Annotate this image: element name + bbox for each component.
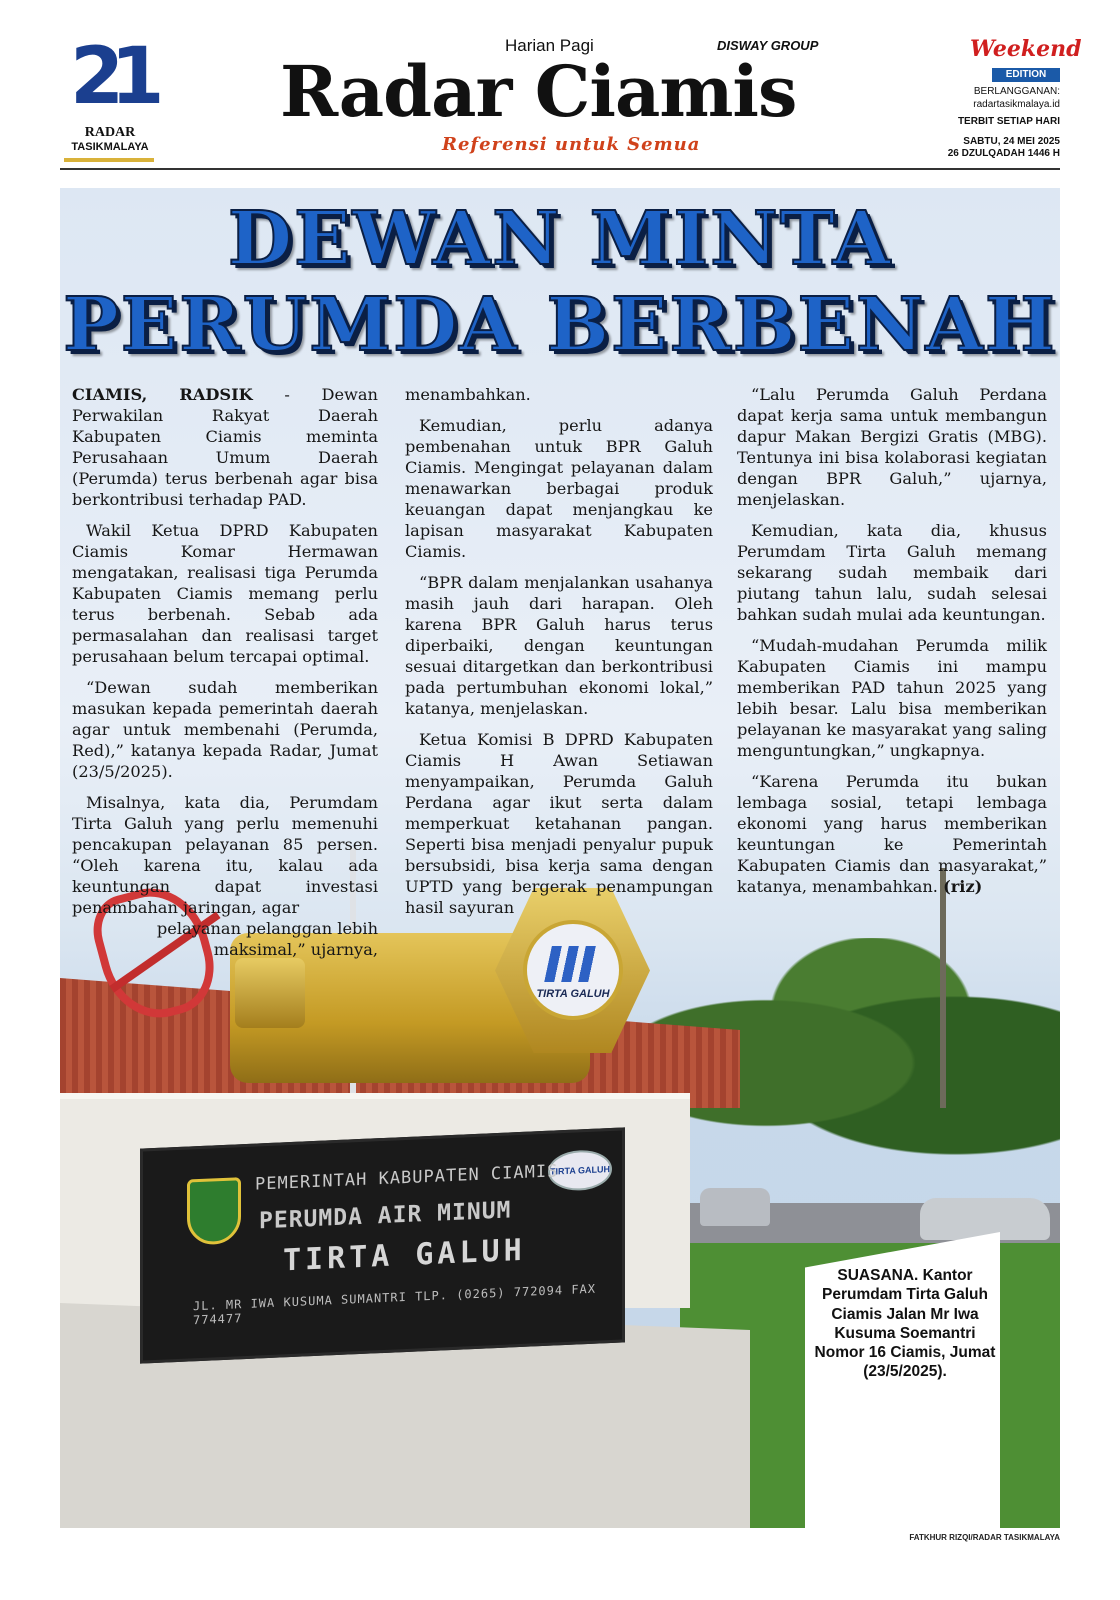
article-column-2 [405,384,713,928]
article-paragraph: “Lalu Perumda Galuh Perdana dapat kerja sama untuk membangun dapur Makan Bergizi Gratis (MBG). Tentunya ini bisa kolaborasi kegiatan dengan BPR Galuh,” ujarnya, menjelaskan. [737,385,1047,509]
subscribe-label: BERLANGGANAN: [973,86,1060,97]
disway-group-logo: DISWAY GROUP [717,38,819,53]
article-closing: “Karena Perumda itu bukan lembaga sosial, tetapi lembaga ekonomi yang harus memberikan keuntungan ke Pemerintah Kabupaten Ciamis dan masyarakat,” katanya, menambahkan. [737,772,1047,896]
logo-number: 21 [70,32,151,122]
radar-tasikmalaya-logo [60,32,160,166]
issue-date: SABTU, 24 MEI 2025 [963,136,1060,147]
article-paragraph: “BPR dalam menjalankan usahanya masih jauh dari harapan. Oleh karena BPR Galuh harus terus diperbaiki, dengan keuntungan sesuai ditargetkan dan berkontribusi pada pertumbuhan ekonomi lokal,” katanya, menjelaskan. [405,573,713,718]
subscribe-url: radartasikmalaya.id [973,99,1060,110]
harian-label: Harian Pagi [505,36,594,55]
article-column-3 [737,384,1047,907]
sign-line-2: PERUMDA AIR MINUM [259,1197,512,1235]
author-initials: (riz) [943,877,983,896]
main-headline [60,196,1060,368]
publication-frequency: TERBIT SETIAP HARI [957,116,1060,127]
article-paragraph: menambahkan. [405,385,531,404]
photo-car-left [700,1188,770,1226]
article-column-1 [72,384,378,970]
logo-name: RADAR [84,125,136,140]
article-lead: - Dewan Perwakilan Rakyat Daerah Kabupaten Ciamis meminta Perusahaan Umum Daerah (Perumda) terus berbenah agar bisa berkontribusi terhadap PAD. [72,385,378,509]
photo-caption: SUASANA. Kantor Perumdam Tirta Galuh Ciamis Jalan Mr Iwa Kusuma Soemantri Nomor 16 Ciamis, Jumat (23/5/2025). [814,1267,996,1381]
photo-credit: FATKHUR RIZQI/RADAR TASIKMALAYA [909,1533,1060,1542]
headline-line-1: DEWAN MINTA [227,196,893,282]
weekend-label: Weekend [970,36,1082,62]
edition-badge: EDITION [992,68,1060,82]
newspaper-tagline: Referensi untuk Semua [442,134,701,155]
masthead [60,30,1082,170]
newspaper-title: Radar Ciamis [280,50,797,133]
article-paragraph [737,771,1047,897]
article-paragraph: Wakil Ketua DPRD Kabupaten Ciamis Komar Hermawan mengatakan, realisasi tiga Perumda Kabupaten Ciamis memang perlu terus berbenah. Sebab ada permasalahan dan realisasi target perusahaan belum tercapai optimal. [72,521,378,666]
sign-line-1: PEMERINTAH KABUPATEN CIAMIS [255,1161,559,1195]
article-paragraph: Kemudian, kata dia, khusus Perumdam Tirta Galuh memang sekarang sudah membaik dari piutang tahun lalu, sudah selesai bahkan sudah mulai ada keuntungan. [737,521,1047,624]
article-paragraph: Ketua Komisi B DPRD Kabupaten Ciamis H Awan Setiawan menyampaikan, Perumda Galuh Perdana agar ikut serta dalam memperkuat ketahanan pangan. Seperti bisa menjadi penyalur pupuk bersubsidi, bisa kerja sama dengan UPTD yang bergerak penampungan hasil sayuran [405,730,713,917]
article-paragraph: Misalnya, kata dia, Perumdam Tirta Galuh yang perlu memenuhi pencakupan pelayanan 85 persen. “Oleh karena itu, kalau ada keuntungan dapat investasi penambahan jaringan, agar [72,793,378,917]
article-paragraph-tail: pelayanan pelanggan lebih maksimal,” ujarnya, [156,919,378,959]
ciamis-emblem-icon [187,1177,241,1245]
article-paragraph: Kemudian, perlu adanya pembenahan untuk BPR Galuh Ciamis. Mengingat pelayanan dalam menawarkan berbagai produk keuangan dapat menjangkau ke lapisan masyarakat Kabupaten Ciamis. [405,416,713,561]
issue-date-hijri: 26 DZULQADAH 1446 H [947,148,1060,159]
headline-line-2: PERUMDA BERBENAH [63,282,1057,368]
logo-subname: TASIKMALAYA [71,141,149,153]
sign-line-3: TIRTA GALUH [283,1232,526,1279]
valve-logo-text: TIRTA GALUH [536,988,610,1000]
sign-tirta-galuh-logo: TIRTA GALUH [548,1149,612,1192]
logo-strip [64,158,154,162]
office-sign [140,1127,625,1363]
article-paragraph: “Mudah-mudahan Perumda milik Kabupaten Ciamis ini mampu memberikan PAD tahun 2025 yang lebih besar. Lalu bisa memberikan pelayanan ke masyarakat yang saling menguntungkan,” ungkapnya. [737,636,1047,760]
article-dateline: CIAMIS, RADSIK [72,385,253,404]
masthead-divider [60,168,1060,170]
article-paragraph: “Dewan sudah memberikan masukan kepada pemerintah daerah agar untuk membenahi (Perumda, Red),” katanya kepada Radar, Jumat (23/5/2025). [72,678,378,781]
tirta-galuh-logo-icon [544,946,602,982]
photo-car-right [920,1198,1050,1240]
article-paragraph [72,384,378,510]
sign-address: JL. MR IWA KUSUMA SUMANTRI TLP. (0265) 772094 FAX 774477 [193,1281,597,1328]
